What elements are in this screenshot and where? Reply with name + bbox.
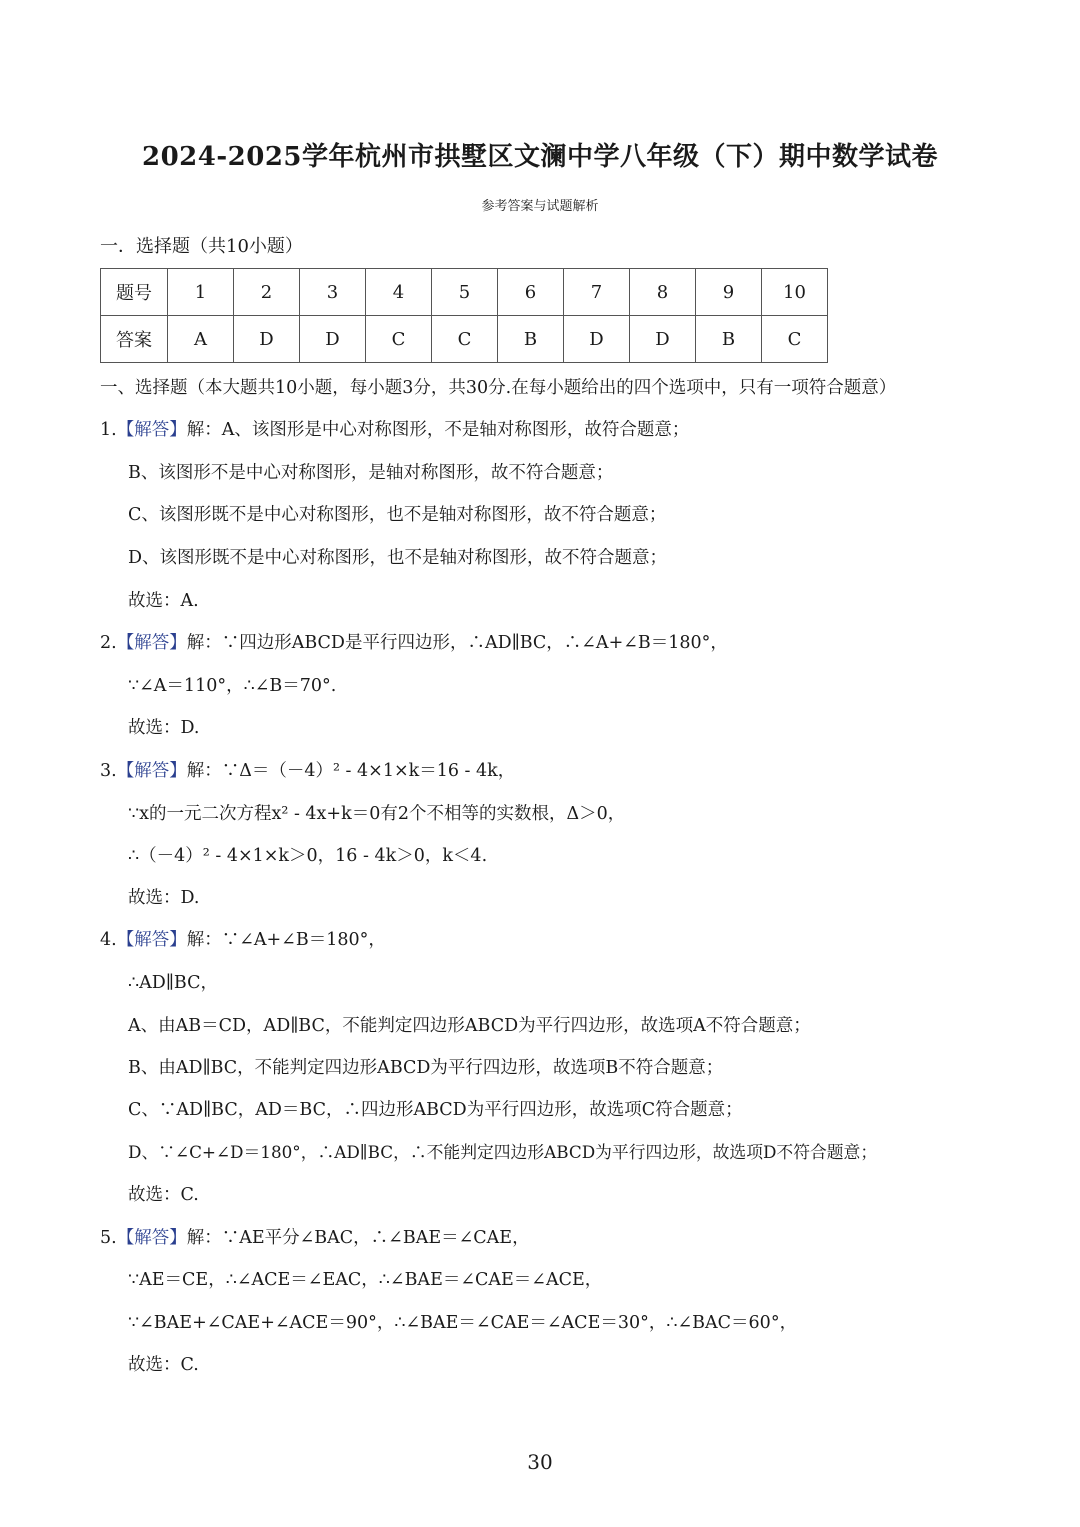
table-cell: B bbox=[696, 316, 762, 363]
table-cell: 8 bbox=[630, 269, 696, 316]
answer-tag: 【解答】 bbox=[116, 930, 187, 950]
table-cell: A bbox=[168, 316, 234, 363]
table-cell: 6 bbox=[498, 269, 564, 316]
answer-text: 解：A、该图形是中心对称图形，不是轴对称图形，故符合题意； bbox=[186, 420, 690, 440]
table-row-numbers bbox=[101, 269, 828, 316]
answer-text: 解：∵Δ＝（－4）² - 4×1×k＝16 - 4k， bbox=[186, 761, 516, 781]
answer-line: 故选：A. bbox=[128, 591, 199, 611]
question-4-line bbox=[100, 926, 386, 951]
answer-line: D、该图形既不是中心对称图形，也不是轴对称图形，故不符合题意； bbox=[128, 548, 668, 568]
answer-line: 故选：D. bbox=[128, 718, 200, 738]
table-cell: C bbox=[432, 316, 498, 363]
table-row-answers bbox=[101, 316, 828, 363]
question-5-line bbox=[100, 1224, 530, 1249]
question-3-line bbox=[100, 757, 515, 782]
answer-line: ∵∠A＝110°，∴∠B＝70°. bbox=[128, 676, 337, 696]
section-intro: 一、选择题（本大题共10小题，每小题3分，共30分.在每小题给出的四个选项中，只有一项符合题意） bbox=[100, 378, 897, 398]
answer-line: ∵AE＝CE，∴∠ACE＝∠EAC，∴∠BAE＝∠CAE＝∠ACE， bbox=[128, 1270, 603, 1290]
table-cell: 3 bbox=[300, 269, 366, 316]
answer-table bbox=[100, 268, 828, 363]
answer-text: 解：∵∠A+∠B＝180°， bbox=[186, 930, 386, 950]
answer-line: B、由AD∥BC，不能判定四边形ABCD为平行四边形，故选项B不符合题意； bbox=[128, 1058, 724, 1078]
table-cell: 5 bbox=[432, 269, 498, 316]
question-number: 1. bbox=[100, 420, 117, 440]
table-cell: D bbox=[564, 316, 630, 363]
table-cell: C bbox=[762, 316, 828, 363]
answer-tag: 【解答】 bbox=[116, 420, 187, 440]
table-cell: 7 bbox=[564, 269, 630, 316]
section-heading: 一．选择题（共10小题） bbox=[100, 236, 303, 257]
table-cell: 9 bbox=[696, 269, 762, 316]
table-cell: 4 bbox=[366, 269, 432, 316]
table-cell: D bbox=[300, 316, 366, 363]
answer-tag: 【解答】 bbox=[116, 1228, 187, 1248]
answer-line: C、∵AD∥BC，AD＝BC，∴四边形ABCD为平行四边形，故选项C符合题意； bbox=[128, 1100, 743, 1120]
answer-line: B、该图形不是中心对称图形，是轴对称图形，故不符合题意； bbox=[128, 463, 614, 483]
answer-line: A、由AB＝CD，AD∥BC，不能判定四边形ABCD为平行四边形，故选项A不符合题意； bbox=[128, 1016, 811, 1036]
table-cell: B bbox=[498, 316, 564, 363]
page-title: 2024-2025学年杭州市拱墅区文澜中学八年级（下）期中数学试卷 bbox=[141, 142, 939, 172]
answer-line: ∴AD∥BC， bbox=[128, 973, 218, 993]
answer-line: ∴（－4）² - 4×1×k＞0，16 - 4k＞0，k＜4. bbox=[128, 846, 488, 866]
table-cell-label: 答案 bbox=[101, 316, 168, 363]
page-subtitle: 参考答案与试题解析 bbox=[481, 199, 599, 214]
table-cell: 1 bbox=[168, 269, 234, 316]
answer-tag: 【解答】 bbox=[116, 633, 187, 653]
table-cell: C bbox=[366, 316, 432, 363]
question-number: 2. bbox=[100, 633, 117, 653]
table-cell: D bbox=[234, 316, 300, 363]
table-cell: 10 bbox=[762, 269, 828, 316]
question-number: 5. bbox=[100, 1228, 117, 1248]
question-1-line bbox=[100, 416, 689, 441]
answer-text: 解：∵四边形ABCD是平行四边形，∴AD∥BC，∴∠A+∠B＝180°， bbox=[186, 633, 728, 653]
page-number: 30 bbox=[527, 1450, 553, 1474]
answer-line: ∵x的一元二次方程x² - 4x+k＝0有2个不相等的实数根，Δ＞0， bbox=[128, 804, 626, 824]
answer-line: D、∵∠C+∠D＝180°，∴AD∥BC，∴不能判定四边形ABCD为平行四边形，故选项D不符合题意； bbox=[128, 1142, 878, 1162]
answer-line: ∵∠BAE+∠CAE+∠ACE＝90°，∴∠BAE＝∠CAE＝∠ACE＝30°，∴∠BAC＝60°， bbox=[128, 1313, 798, 1333]
answer-line: 故选：C. bbox=[128, 1355, 199, 1375]
question-number: 4. bbox=[100, 930, 117, 950]
question-number: 3. bbox=[100, 761, 117, 781]
answer-text: 解：∵AE平分∠BAC，∴∠BAE＝∠CAE， bbox=[186, 1228, 530, 1248]
answer-tag: 【解答】 bbox=[116, 761, 187, 781]
table-cell: 2 bbox=[234, 269, 300, 316]
table-cell-label: 题号 bbox=[101, 269, 168, 316]
question-2-line bbox=[100, 629, 728, 654]
answer-line: 故选：C. bbox=[128, 1185, 199, 1205]
answer-line: C、该图形既不是中心对称图形，也不是轴对称图形，故不符合题意； bbox=[128, 505, 667, 525]
table-cell: D bbox=[630, 316, 696, 363]
answer-line: 故选：D. bbox=[128, 888, 200, 908]
